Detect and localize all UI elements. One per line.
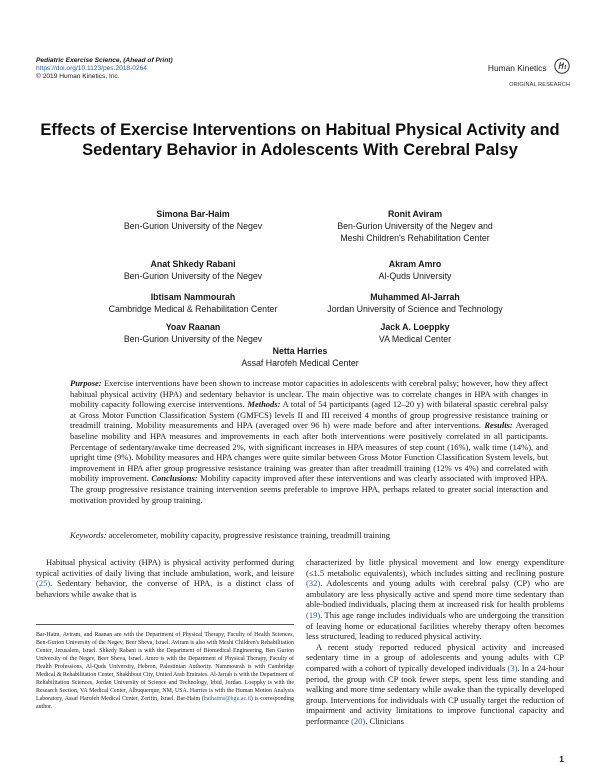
copyright: © 2019 Human Kinetics, Inc. [36,73,120,81]
abstract-methods: A total of 54 participants (aged 12–20 y) with bilateral spastic cerebral palsy at Gross Motor Function Classification System (GMFCS) levels II and III received 4 months of group progressive resistance training or treadmill training. Mobility measurements and HPA (averaged over 96 h) were made before and after interventions. [70,399,549,431]
author-block [300,291,530,315]
author-name: Yoav Raanan [165,322,221,332]
author-name: Simona Bar-Haim [156,209,230,219]
body-right-column [306,557,564,727]
author-affiliation: Ben-Gurion University of the Negev and [337,221,493,231]
body-paragraph: A recent study reported reduced physical activity and increased sedentary time in a group of adolescents and young adults with CP compared with a cohort of typically developed individuals (3). In a 24-hour period, the group with CP took fewer steps, spent less time standing and walking and more time sedentary while awake than the typically developed group. Interventions for individuals with CP usually target the reduction of impairment and activity limitations to improve functional capacity and performance (20). Clinicians [306,641,565,726]
human-kinetics-logo-icon [554,58,570,79]
abstract-conclusions: Mobility capacity improved after these interventions and was clearly associated with improved HPA. The group progressive resistance training intervention seems preferable to improve HPA, perhaps related to greater social interaction and motivation provided by group training. [70,473,549,505]
abstract-purpose-label: Purpose: [70,378,102,388]
article-type: ORIGINAL RESEARCH [509,82,570,88]
footnote-divider [36,624,294,625]
author-name: Jack A. Loeppky [380,322,450,332]
abstract-methods-label: Methods: [247,399,281,410]
keywords [70,530,548,541]
body-left-column [36,557,294,599]
author-affiliation: Jordan University of Science and Technology [327,304,503,314]
publisher-logo [488,58,570,88]
abstract-purpose: Exercise interventions have been shown to increase motor capacities in adolescents with cerebral palsy; however, how they affect habitual physical activity (HPA) and sedentary behavior is unclear. The main objective was to correlate changes in HPA with changes in mobility capacity following exercise interventions. [70,378,548,410]
author-footnote: Bar-Haim, Aviram, and Raanan are with the Department of Physical Therapy, Faculty of Health Sciences, Ben-Gurion University of the Negev, Beer Sheva, Israel. Aviram is also with Meshi Children's Rehabilitation Center, Jerusalem, Israel. Shkedy Rabani is with the Department of Biomedical Engineering, Ben Gurion University of the Negev, Beer Sheva, Israel. Amro is with the Department of Physical Therapy, Faculty of Health Professions, Al-Quds University, Hebron, Palestinian Authority. Nammourah is with Cambridge Medical & Rehabilitation Center, Shakhbout City, United Arab Emirates. Al-Jarrah is with the Department of Rehabilitation Sciences, Jordan University of Science and Technology, Irbid, Jordan. Loeppky is with the Research Section, VA Medical Center, Albuquerque, NM, USA. Harries is with the Human Motion Analysis Laboratory, Assaf Harofeh Medical Center, Zerifin, Israel. Bar-Haim (bathaims@bgu.ac.il) is corresponding author. [36,632,294,710]
author-name: Ibtisam Nammourah [150,292,236,302]
author-block [78,208,308,232]
author-affiliation: Assaf Harofeh Medical Center [241,358,359,368]
author-name: Netta Harries [272,346,328,356]
body-paragraph: characterized by little physical movement and low energy expenditure (≤1.5 metabolic equivalents), which includes sitting and reclining posture (32). Adolescents and young adults with cerebral palsy (CP) who are ambulatory are less physically active and spend more time sedentary than able-bodied individuals, placing them at increased risk for health problems (19). This age range includes individuals who are undergoing the transition of leaving home or educational facilities whereby therapy often becomes less structured, leading to reduced physical activity. [306,557,564,642]
author-block [78,258,308,282]
doi-link[interactable]: https://doi.org/10.1123/pes.2018-0264 [36,65,147,73]
abstract-results: Averaged baseline mobility and HPA measures and improvements in each after both interventions were positively correlated in all participants. Percentage of sedentary/awake time decreased 2%, with significant increases in HPA measures of step count (16%), walk time (14%), and upright time (9%). Mobility measures and HPA changes were quite similar between Gross Motor Function Classification System levels, but improvement in HPA after group progressive resistance training was greater than after treadmill training (12% vs 4%) and correlated with mobility improvement. [70,420,549,484]
keywords-text: accelerometer, mobility capacity, progressive resistance training, treadmill training [108,530,391,540]
abstract-conclusions-label: Conclusions: [151,473,198,484]
author-affiliation: Al-Quds University [378,271,452,281]
author-name: Ronit Aviram [387,209,443,219]
journal-name: Pediatric Exercise Science, (Ahead of Print) [36,57,173,64]
author-name: Anat Shkedy Rabani [150,259,236,269]
author-affiliation: Ben-Gurion University of the Negev [123,334,263,344]
author-block [78,321,308,345]
author-block [300,258,530,282]
author-block [185,345,415,369]
author-block [300,321,530,345]
citation-link[interactable]: (32) [306,578,321,589]
citation-link[interactable]: (25) [36,578,51,589]
author-affiliation: Cambridge Medical & Rehabilitation Center [108,304,278,314]
author-affiliation: Meshi Children's Rehabilitation Center [340,233,490,243]
keywords-label: Keywords: [70,530,107,540]
page-number: 1 [559,754,564,764]
email-link[interactable]: bathaims@bgu.ac.il [203,696,251,702]
article-title: Effects of Exercise Interventions on Habitual Physical Activity and Sedentary Behavior in Adolescents With Cerebral Palsy [40,121,560,159]
author-block [300,208,530,244]
author-affiliation: VA Medical Center [378,334,452,344]
citation-link[interactable]: (3) [507,662,518,673]
abstract [70,378,548,505]
citation-link[interactable]: (19) [306,609,321,620]
author-name: Akram Amro [388,259,442,269]
citation-link[interactable]: (20) [351,715,366,726]
author-affiliation: Ben-Gurion University of the Negev [123,271,263,281]
author-affiliation: Ben-Gurion University of the Negev [123,221,263,231]
journal-header [36,57,173,82]
author-block [78,291,308,315]
publisher-name: Human Kinetics [487,63,547,73]
author-name: Muhammed Al-Jarrah [370,292,460,302]
body-paragraph: Habitual physical activity (HPA) is physical activity performed during typical activities of daily living that include ambulation, work, and leisure (25). Sedentary behavior, the converse of HPA, is a distinct class of behaviors while awake that is [36,557,294,599]
abstract-results-label: Results: [484,420,513,431]
